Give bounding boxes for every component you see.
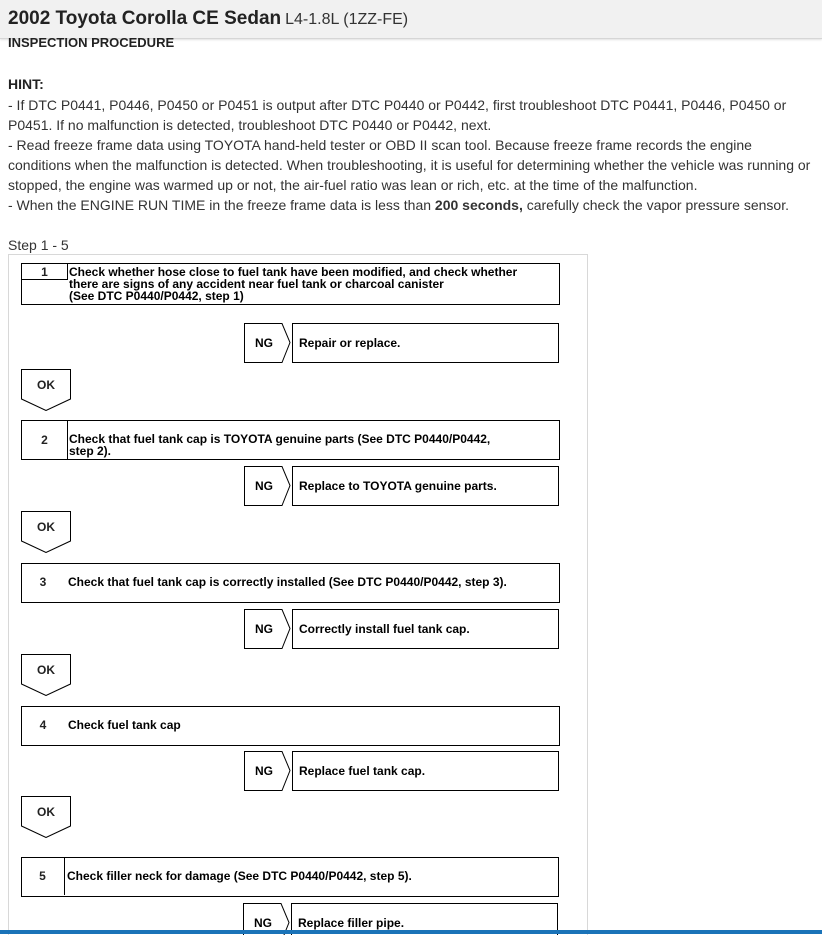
step-text-line: step 2).	[69, 444, 112, 458]
result-box-4: Replace fuel tank cap.	[292, 751, 559, 791]
ok-label: OK	[37, 663, 55, 677]
hint-line	[8, 195, 816, 215]
step-number-1: 1	[21, 263, 68, 280]
ng-arrow-1	[244, 323, 291, 361]
ok-arrow-3	[21, 654, 71, 696]
hint-text-fragment: - When the ENGINE RUN TIME in the freeze frame data is less than	[8, 197, 435, 213]
step-range-label: Step 1 - 5	[8, 237, 69, 253]
step-number-3: 3	[39, 575, 47, 589]
ng-label: NG	[255, 764, 273, 778]
hint-text-fragment: carefully check the vapor pressure sensor.	[522, 197, 789, 213]
hint-line: - If DTC P0441, P0446, P0450 or P0451 is output after DTC P0440 or P0442, first troubleshoot DTC P0441, P0446, P0450 or P0451. If no malfunction is detected, troubleshoot DTC P0440 or P0442, next.	[8, 97, 787, 133]
hint-line: - Read freeze frame data using TOYOTA hand-held tester or OBD II scan tool. Because freeze frame records the engine conditions when the malfunction is detected. When troubleshooting, it is useful for determining whether the vehicle was running or stopped, the engine was warmed up or not, the air-fuel ratio was lean or rich, etc. at the time of the malfunction.	[8, 137, 811, 193]
ng-arrow-4	[244, 751, 291, 789]
step-number-5: 5	[21, 857, 65, 895]
step-number-4: 4	[39, 718, 47, 732]
result-box-3: Correctly install fuel tank cap.	[292, 609, 559, 649]
ok-arrow-1	[21, 369, 71, 411]
ok-arrow-2	[21, 511, 71, 553]
step-text-4	[68, 719, 181, 731]
step-text-line: (See DTC P0440/P0442, step 1)	[69, 289, 244, 303]
section-title: INSPECTION PROCEDURE	[8, 35, 175, 50]
ok-label: OK	[37, 805, 55, 819]
ng-label: NG	[254, 916, 272, 930]
hint-body	[8, 95, 816, 215]
ng-arrow-2	[244, 466, 291, 504]
step-text-line: Check whether hose close to fuel tank have been modified, and check whether	[69, 265, 518, 279]
vehicle-title: 2002 Toyota Corolla CE Sedan	[8, 8, 282, 29]
step-number-2: 2	[21, 420, 68, 460]
result-box-2: Replace to TOYOTA genuine parts.	[292, 466, 559, 506]
ok-label: OK	[37, 520, 55, 534]
ok-arrow-4	[21, 796, 71, 838]
step-text-line: Check that fuel tank cap is correctly installed (See DTC P0440/P0442, step 3).	[68, 575, 507, 589]
ok-label: OK	[37, 378, 55, 392]
result-box-5: Replace filler pipe.	[291, 903, 558, 935]
bottom-border	[0, 930, 822, 934]
hint-label: HINT:	[8, 76, 44, 92]
step-text-line: Check filler neck for damage (See DTC P0440/P0442, step 5).	[67, 869, 412, 883]
result-box-1: Repair or replace.	[292, 323, 559, 363]
ng-label: NG	[255, 336, 273, 350]
step-text-line: Check that fuel tank cap is TOYOTA genuine parts (See DTC P0440/P0442,	[69, 432, 491, 446]
page-title	[8, 8, 408, 30]
engine-subtitle: L4-1.8L (1ZZ-FE)	[285, 11, 409, 28]
step-text-3	[68, 576, 507, 588]
step-text-2	[69, 433, 490, 457]
step-text-1	[69, 266, 517, 302]
flowchart-diagram	[8, 254, 588, 935]
hint-bold-value: 200 seconds,	[434, 197, 523, 213]
step-text-line: there are signs of any accident near fuel tank or charcoal canister	[69, 277, 444, 291]
ng-label: NG	[255, 622, 273, 636]
step-text-5	[67, 870, 412, 882]
ng-arrow-3	[244, 609, 291, 647]
step-text-line: Check fuel tank cap	[68, 718, 181, 732]
ng-label: NG	[255, 479, 273, 493]
header-bar	[0, 0, 822, 39]
